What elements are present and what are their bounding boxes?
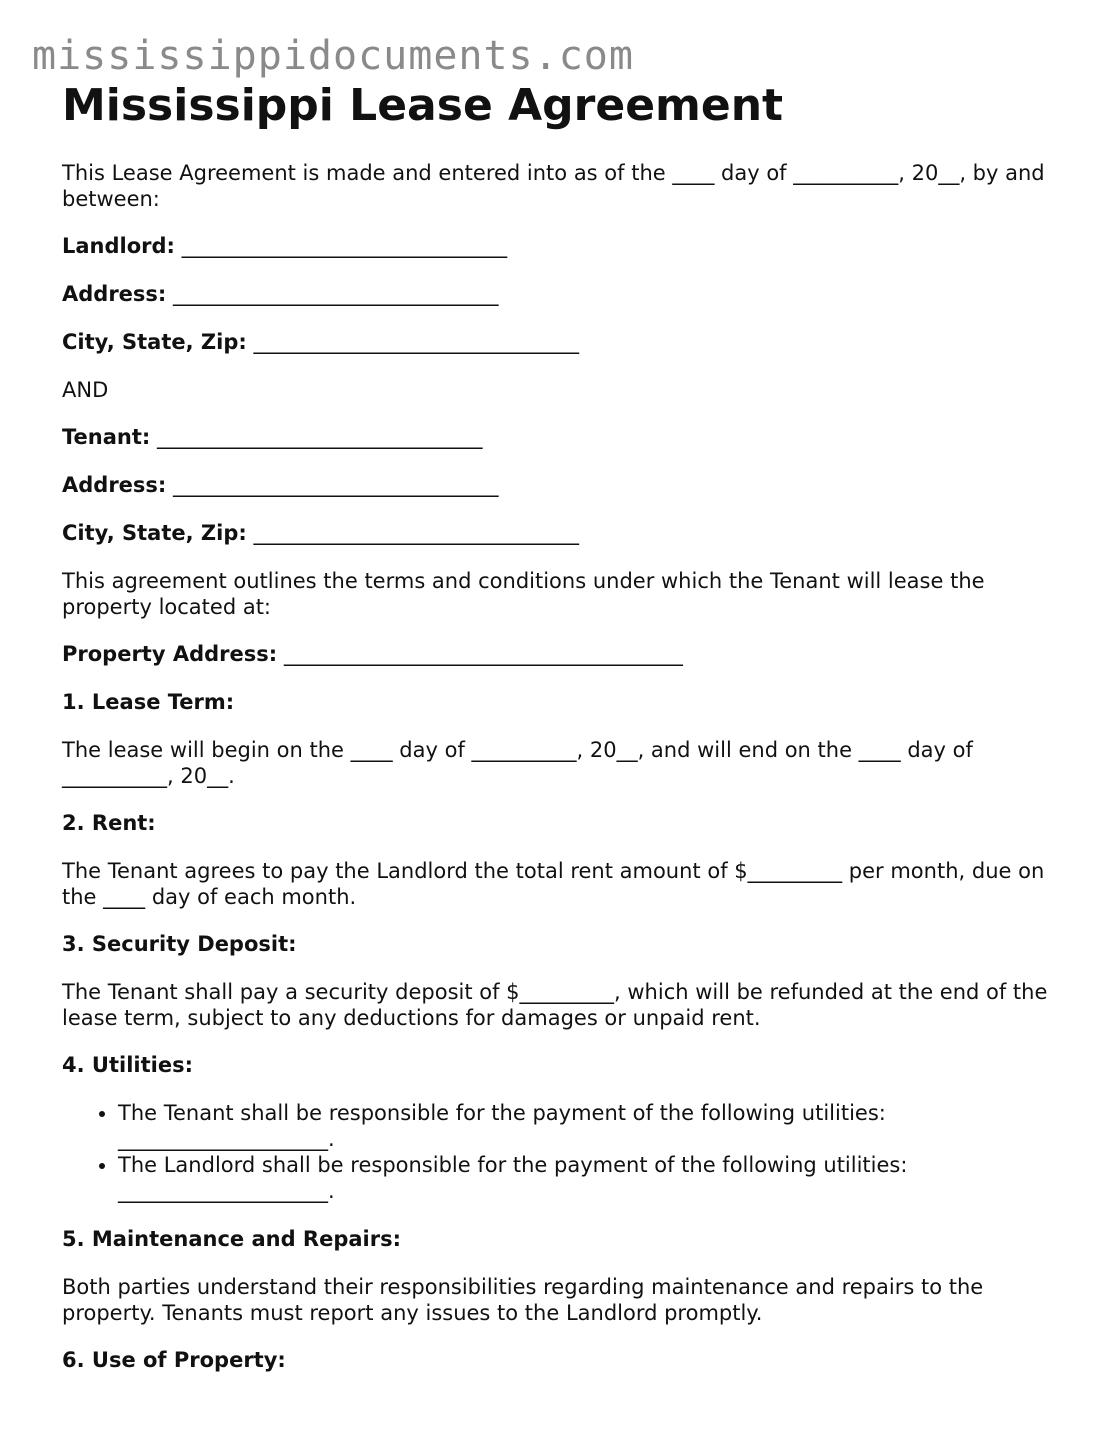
tenant-address-blank: _______________________________ xyxy=(173,473,499,497)
section-body-maintenance: Both parties understand their responsibilities regarding maintenance and repairs to the property. Tenants must report any issues to the Landlord promptly. xyxy=(62,1275,984,1325)
landlord-address-label: Address: xyxy=(62,282,167,306)
utilities-list xyxy=(62,1100,1062,1204)
section-heading-rent: 2. Rent: xyxy=(62,811,156,835)
tenant-city-field xyxy=(62,520,1062,546)
section-heading-deposit: 3. Security Deposit: xyxy=(62,932,297,956)
section-body-lease-term: The lease will begin on the ____ day of __________, 20__, and will end on the ____ day of __________, 20__. xyxy=(62,738,973,788)
landlord-city-blank: _______________________________ xyxy=(253,330,579,354)
list-item: • The Landlord shall be responsible for the payment of the following utilities: ____________________. xyxy=(118,1152,1062,1204)
landlord-name-field xyxy=(62,233,1062,259)
tenant-name-field xyxy=(62,424,1062,450)
section-heading-maintenance: 5. Maintenance and Repairs: xyxy=(62,1227,402,1251)
landlord-city-label: City, State, Zip: xyxy=(62,330,247,354)
and-separator: AND xyxy=(62,378,109,402)
section-heading-lease-term: 1. Lease Term: xyxy=(62,690,235,714)
landlord-name-blank: _______________________________ xyxy=(181,234,508,258)
intro-paragraph: This Lease Agreement is made and entered into as of the ____ day of __________, 20__, by and between: xyxy=(62,161,1045,211)
section-heading-utilities: 4. Utilities: xyxy=(62,1053,193,1077)
document-title: Mississippi Lease Agreement xyxy=(62,80,784,131)
section-body-rent: The Tenant agrees to pay the Landlord the total rent amount of $_________ per month, due on the ____ day of each month. xyxy=(62,859,1045,909)
landlord-address-blank: _______________________________ xyxy=(173,282,499,306)
outline-paragraph: This agreement outlines the terms and conditions under which the Tenant will lease the property located at: xyxy=(62,569,985,619)
landlord-address-field xyxy=(62,281,1062,307)
list-item: • The Tenant shall be responsible for the payment of the following utilities: ____________________. xyxy=(118,1100,1062,1152)
tenant-city-blank: _______________________________ xyxy=(253,521,579,545)
tenant-address-field xyxy=(62,472,1062,498)
property-address-label: Property Address: xyxy=(62,642,278,666)
watermark: mississippidocuments.com xyxy=(32,33,634,79)
tenant-city-label: City, State, Zip: xyxy=(62,521,247,545)
section-heading-use: 6. Use of Property: xyxy=(62,1348,286,1372)
landlord-city-field xyxy=(62,329,1062,355)
section-body-deposit: The Tenant shall pay a security deposit of $_________, which will be refunded at the end of the lease term, subject to any deductions for damages or unpaid rent. xyxy=(62,980,1048,1030)
tenant-name-blank: _______________________________ xyxy=(156,425,483,449)
tenant-name-label: Tenant: xyxy=(62,425,151,449)
document-page xyxy=(62,80,1062,1395)
tenant-address-label: Address: xyxy=(62,473,167,497)
landlord-name-label: Landlord: xyxy=(62,234,175,258)
property-address-blank: ______________________________________ xyxy=(283,642,683,666)
property-address-field xyxy=(62,641,1062,667)
